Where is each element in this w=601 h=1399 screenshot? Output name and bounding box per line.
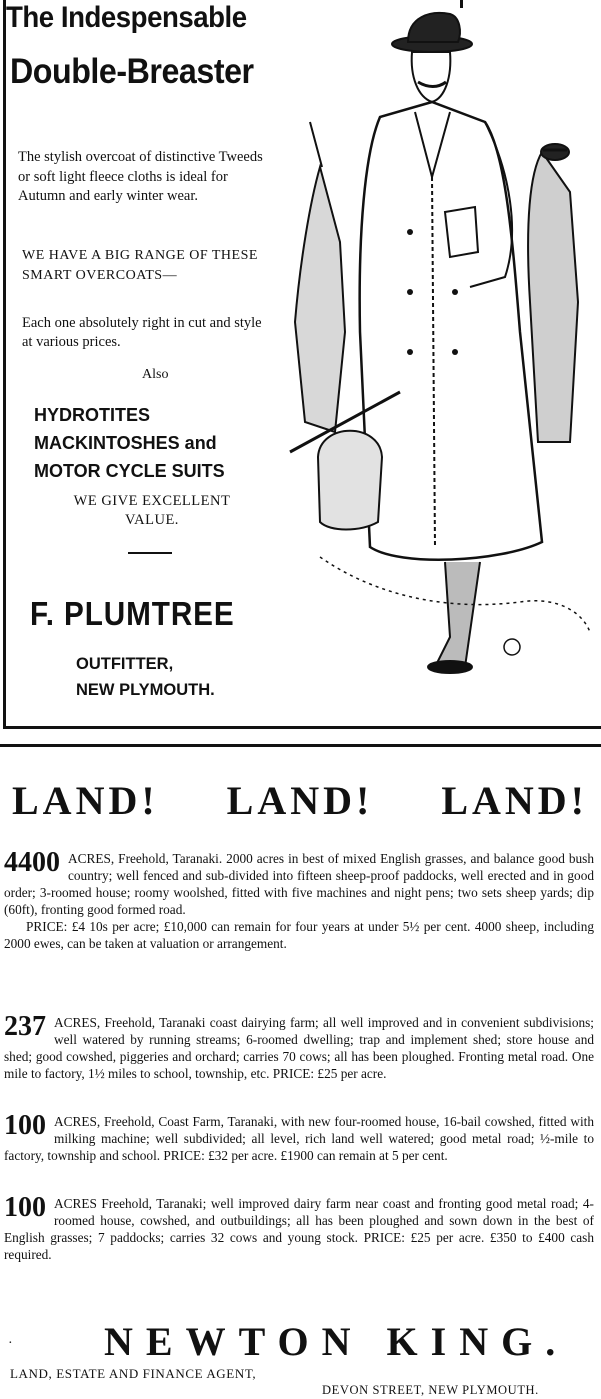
background-figure-left xyxy=(295,167,345,432)
also-label: Also xyxy=(142,367,169,382)
agent-title: LAND, ESTATE AND FINANCE AGENT, xyxy=(10,1366,257,1381)
land-listing xyxy=(4,1192,594,1263)
land-listing xyxy=(4,847,594,952)
merchant-name: F. PLUMTREE xyxy=(30,595,235,632)
section-divider xyxy=(0,744,601,747)
border-bottom xyxy=(3,726,601,729)
merchant-details xyxy=(76,651,215,703)
listing-text: ACRES, Freehold, Taranaki. 2000 acres in best of mixed English grasses, and balance good bush country; well fenced and sub-divided into fifteen sheep-proof paddocks, well erected and in good order; 3-roomed house; roomy woolshed, fitted with five machines and night pens; two sets sheep yards; dip (60ft), fronting good formed road. xyxy=(4,851,594,917)
overcoat-man-illustration xyxy=(280,2,598,702)
overcoat xyxy=(360,102,542,560)
range-text: WE HAVE A BIG RANGE OF THESE SMART OVERCOATS— xyxy=(22,248,258,283)
land-listing xyxy=(4,1110,594,1164)
product-item: MOTOR CYCLE SUITS xyxy=(34,461,225,481)
headline-word: LAND! xyxy=(441,778,589,823)
border-left xyxy=(3,0,6,728)
agent-address: DEVON STREET, NEW PLYMOUTH. xyxy=(322,1383,539,1397)
margin-mark: · xyxy=(8,1336,13,1351)
shoe xyxy=(428,661,472,673)
divider-dash xyxy=(128,552,172,554)
product-item: MACKINTOSHES and xyxy=(34,433,217,453)
agent-name: NEWTON KING. xyxy=(104,1319,569,1364)
hat-crown xyxy=(408,13,460,42)
listing-text: ACRES, Freehold, Taranaki coast dairying farm; all well improved and in convenient subdivisions; well watered by running streams; 6-roomed dwelling; trap and implement shed; store house and shed; good cowshed, piggeries and orchard; carries 70 cows; all has been ploughed. Fronting metal road. One mile to factory, 1½ miles to school, township, etc. PRICE: £25 per acre. xyxy=(4,1015,594,1081)
hand-bag xyxy=(318,431,382,530)
value-text: WE GIVE EXCELLENT VALUE. xyxy=(73,493,231,528)
product-item: HYDROTITES xyxy=(34,405,151,425)
listing-acres: 100 xyxy=(4,1192,46,1223)
listing-acres: 237 xyxy=(4,1011,46,1042)
listing-acres: 100 xyxy=(4,1110,46,1141)
listing-acres: 4400 xyxy=(4,847,60,878)
headline-word: LAND! xyxy=(226,778,374,823)
merchant-town: NEW PLYMOUTH. xyxy=(76,681,215,699)
listing-text: ACRES Freehold, Taranaki; well improved dairy farm near coast and fronting good metal road; 4-roomed house, cowshed, and outbuildings; all has been ploughed and sown down in the best of English grasses; 7 paddocks; carries 32 cows and young stock. PRICE: £25 per acre. £350 to £400 cash required. xyxy=(4,1196,594,1262)
listing-price: PRICE: £4 10s per acre; £10,000 can remain for four years at under 5½ per cent. 4000 sheep, including 2000 ewes, can be taken at valuation or arrangement. xyxy=(4,919,594,951)
product-list xyxy=(34,401,225,485)
headline-line-1: The Indespensable xyxy=(6,1,247,34)
headline-line-2: Double-Breaster xyxy=(10,52,254,91)
listing-text: ACRES, Freehold, Coast Farm, Taranaki, with new four-roomed house, 16-bail cowshed, fitted with milking machine; well subdivided; all level, rich land well watered; good metal road; ½-mile to factory, township and school. PRICE: £32 per acre. £1900 can remain at 5 per cent. xyxy=(4,1114,594,1163)
background-figure-right xyxy=(528,152,578,442)
land-listing xyxy=(4,1011,594,1082)
headline-word: LAND! xyxy=(12,778,159,823)
merchant-trade: OUTFITTER, xyxy=(76,655,174,673)
each-one-text: Each one absolutely right in cut and style at various prices. xyxy=(22,315,262,350)
land-headline xyxy=(12,776,592,826)
intro-text: The stylish overcoat of distinctive Tweeds or soft light fleece cloths is ideal for Autumn and early winter wear. xyxy=(18,149,263,204)
